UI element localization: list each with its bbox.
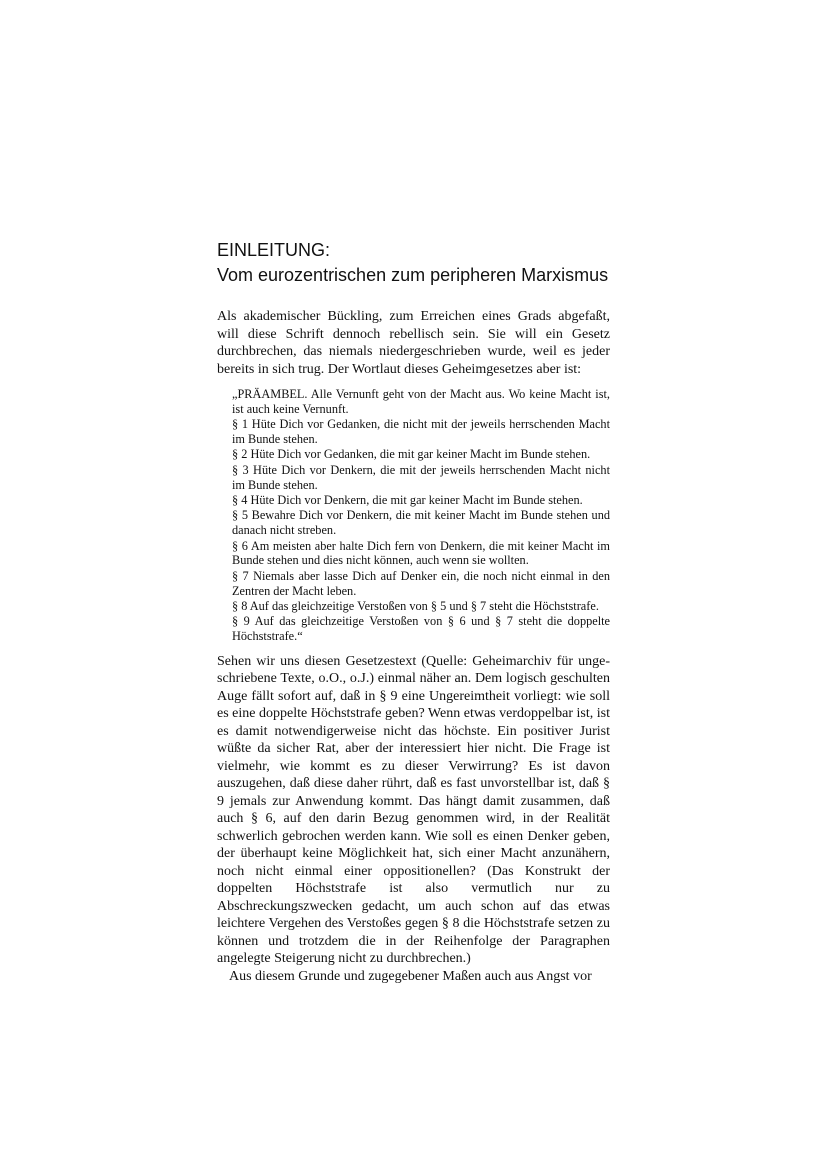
quote-paragraph-2: § 2 Hüte Dich vor Gedanken, die mit gar keiner Macht im Bunde stehen. (232, 447, 591, 462)
secret-law-quote (232, 387, 610, 644)
quote-paragraph-6: § 6 Am meisten aber halte Dich fern von Denkern, die mit keiner Macht im Bunde stehen und dies nicht können, auch wenn sie wollten. (232, 538, 610, 568)
intro-paragraph: Als akademischer Bückling, zum Erreichen eines Grads abgefaßt, will diese Schrift dennoch rebellisch sein. Sie will ein Gesetz durchbrechen, das niemals niedergeschrieben wurde, weil es jeder bereits in sich trug. Der Wortlaut dieses Geheimgesetzes aber ist: (217, 309, 610, 377)
quote-paragraph-3: § 3 Hüte Dich vor Denkern, die mit der jeweils herrschenden Macht nicht im Bunde stehen. (232, 462, 610, 492)
quote-paragraph-5: § 5 Bewahre Dich vor Denkern, die mit keiner Macht im Bunde stehen und danach nicht streben. (232, 508, 610, 538)
quote-paragraph-1: § 1 Hüte Dich vor Gedanken, die nicht mit der jeweils herrschenden Macht im Bunde stehen. (232, 417, 610, 446)
body-paragraph: Sehen wir uns diesen Gesetzestext (Quelle: Geheimarchiv für ungeschriebene Texte, o.O., o.J.) einmal näher an. Dem logisch geschulten Auge fällt sofort auf, daß in § 9 eine Ungereimtheit vorliegt: wie soll es eine doppelte Höchststrafe geben? Wenn etwas verdoppelbar ist, ist es damit notwendigerweise nicht das höchste. Ein positiver Jurist wüßte da sicher Rat, aber der interessiert hier nicht. Die Frage ist vielmehr, wie kommt es zu dieser Verwirrung? Es ist davon auszugehen, daß diese daher rührt, daß es fast unvorstellbar ist, daß § 9 jemals zur Anwendung kommt. Das hängt damit zusammen, daß auch § 6, auf den darin Bezug genommen wird, in der Realität schwerlich gebrochen werden kann. Wie soll es einen Denker geben, der überhaupt keine Möglichkeit hat, sich einer Macht anzunähern, noch nicht einmal einer oppositionellen? (Das Konstrukt der doppelten Höchststrafe ist also vermutlich nur zu Abschreckungszwecken gedacht, um auch schon auf das etwas leichtere Vergehen des Verstoßes gegen § 8 die Höchststrafe setzen zu können und trotzdem die in der Reihenfolge der Paragraphen angelegte Steigerung nicht zu durchbrechen.) (217, 653, 610, 967)
chapter-subtitle: Vom eurozentrischen zum peripheren Marxismus (217, 265, 609, 285)
quote-paragraph-4: § 4 Hüte Dich vor Denkern, die mit gar keiner Macht im Bunde stehen. (232, 492, 583, 507)
quote-preamble: „PRÄAMBEL. Alle Vernunft geht von der Macht aus. Wo keine Macht ist, ist auch keine Vernunft. (232, 387, 610, 416)
body-paragraph-continued: Aus diesem Grunde und zugegebener Maßen auch aus Angst vor (229, 968, 592, 984)
chapter-title (217, 238, 610, 288)
chapter-title-label: EINLEITUNG: (217, 240, 331, 260)
quote-paragraph-8: § 8 Auf das gleichzeitige Verstoßen von § 5 und § 7 steht die Höchststrafe. (232, 598, 599, 613)
quote-paragraph-7: § 7 Niemals aber lasse Dich auf Denker ein, die noch nicht einmal in den Zentren der Macht leben. (232, 568, 610, 598)
quote-paragraph-9: § 9 Auf das gleichzeitige Verstoßen von § 6 und § 7 steht die doppelte Höchststrafe.“ (232, 614, 610, 644)
page-content (217, 238, 610, 985)
